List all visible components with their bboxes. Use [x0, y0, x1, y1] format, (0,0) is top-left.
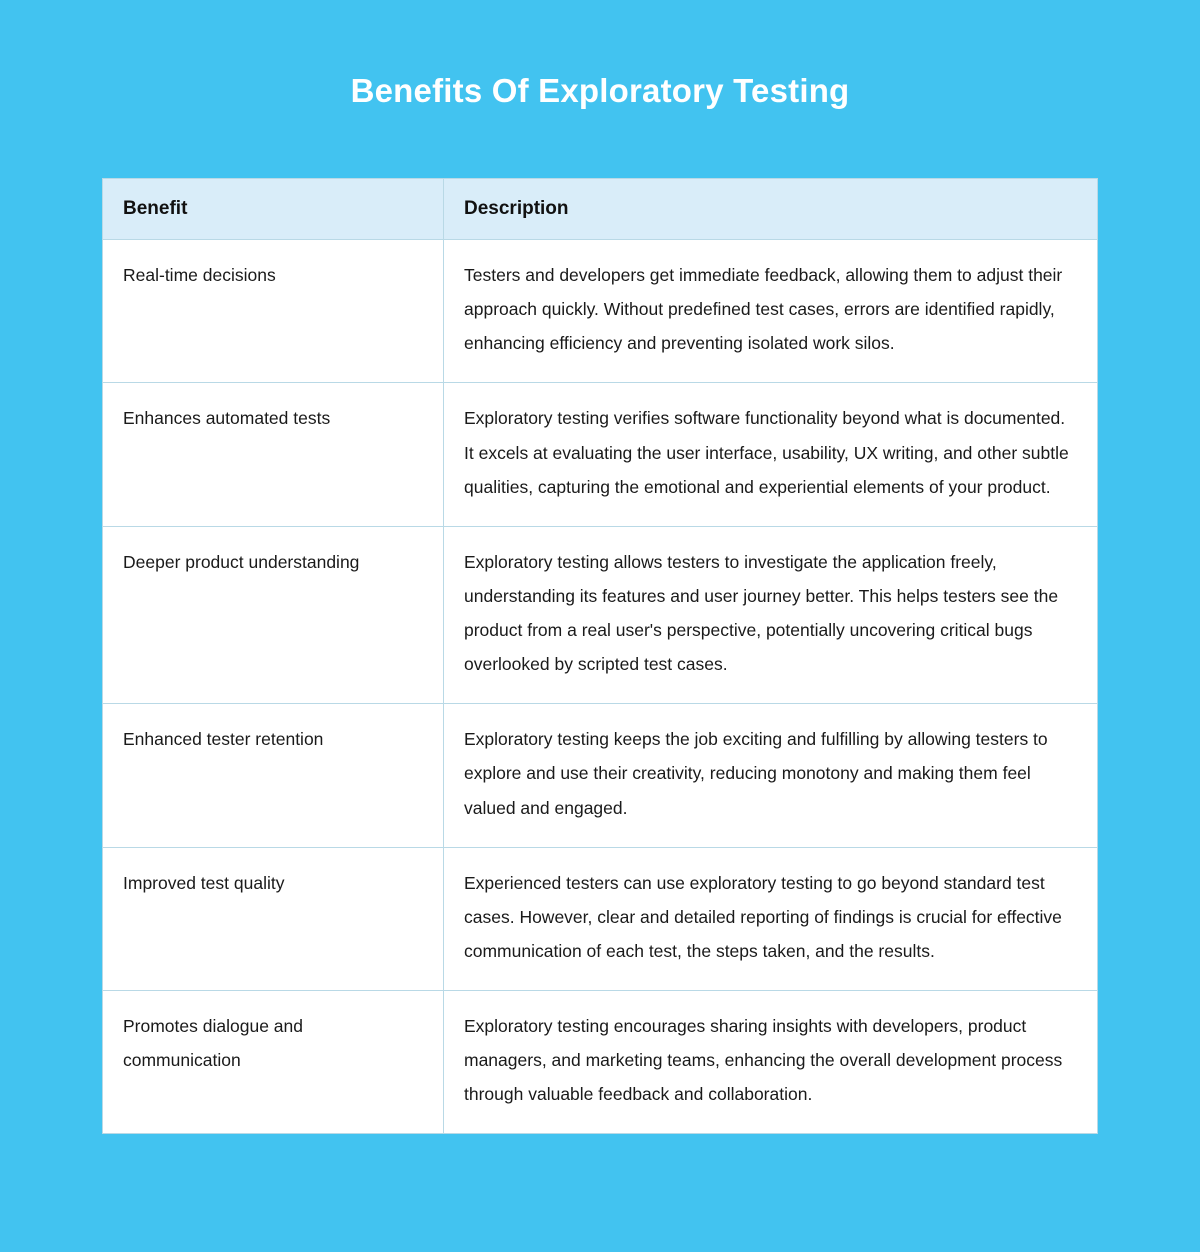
cell-description: Exploratory testing allows testers to investigate the application freely, understanding its features and user journey better. This helps testers see the product from a real user's perspective, potentially uncovering critical bugs overlooked by scripted test cases.	[444, 526, 1098, 704]
table-row	[103, 991, 1097, 1134]
cell-benefit: Enhances automated tests	[103, 383, 444, 526]
benefits-table-container	[102, 178, 1098, 1134]
column-header-description: Description	[444, 179, 1098, 240]
cell-description: Experienced testers can use exploratory testing to go beyond standard test cases. However, clear and detailed reporting of findings is crucial for effective communication of each test, the steps taken, and the results.	[444, 847, 1098, 990]
table-row	[103, 526, 1097, 704]
cell-description: Testers and developers get immediate feedback, allowing them to adjust their approach quickly. Without predefined test cases, errors are identified rapidly, enhancing efficiency and preventing isolated work silos.	[444, 240, 1098, 383]
table-row	[103, 383, 1097, 526]
table-header	[103, 179, 1097, 240]
cell-benefit: Promotes dialogue and communication	[103, 991, 444, 1134]
page-title: Benefits Of Exploratory Testing	[350, 72, 850, 109]
cell-benefit: Deeper product understanding	[103, 526, 444, 704]
cell-benefit: Improved test quality	[103, 847, 444, 990]
cell-benefit: Real-time decisions	[103, 240, 444, 383]
cell-description: Exploratory testing keeps the job exciting and fulfilling by allowing testers to explore and use their creativity, reducing monotony and making them feel valued and engaged.	[444, 704, 1098, 847]
benefits-table	[103, 179, 1097, 1133]
table-header-row	[103, 179, 1097, 240]
table-row	[103, 847, 1097, 990]
cell-benefit: Enhanced tester retention	[103, 704, 444, 847]
table-body	[103, 240, 1097, 1134]
cell-description: Exploratory testing encourages sharing insights with developers, product managers, and marketing teams, enhancing the overall development process through valuable feedback and collaboration.	[464, 1016, 1063, 1105]
table-row	[103, 240, 1097, 383]
cell-description: Exploratory testing verifies software functionality beyond what is documented. It excels at evaluating the user interface, usability, UX writing, and other subtle qualities, capturing the emotional and experiential elements of your product.	[444, 383, 1098, 526]
column-header-benefit: Benefit	[103, 179, 444, 240]
table-row	[103, 704, 1097, 847]
